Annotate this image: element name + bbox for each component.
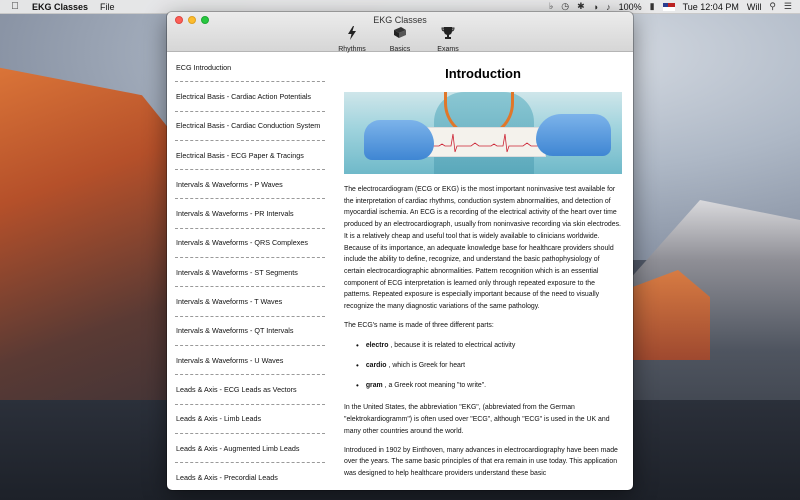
lesson-item[interactable]: Leads & Axis - Precordial Leads [175, 463, 325, 490]
lesson-item[interactable]: Intervals & Waveforms - P Waves [175, 170, 325, 199]
history-paragraph: Introduced in 1902 by Einthoven, many advances in electrocardiography have been made over the years. The same basic principles of that era remain in use today. This application was designed to help healthcare providers understand these basic [344, 446, 618, 477]
title-bar [167, 12, 633, 52]
clock[interactable]: Tue 12:04 PM [682, 1, 739, 12]
battery-icon[interactable]: ▮ [649, 1, 655, 11]
name-parts-intro: The ECG's name is made of three different parts: [344, 321, 494, 329]
intro-paragraph: The electrocardiogram (ECG or EKG) is the most important noninvasive test available for the interpretation of cardiac rhythms, conduction system abnormalities, and detection of myocardial ischemia. An ECG is a recording of the electrical activity of the heart over time produced by an electrocardiograph, usually from noninvasive recording via skin electrodes. It is a relatively cheap and useful tool that is widely available to clinicians worldwide. Because of its importance, an adequate knowledge base for healthcare providers should include the ability to define, recognize, and understand the basic pathophysiology of certain electrocardiographic abnormalities. Pattern recognition which is an essential component of ECG interpretation is learned only through repeated exposure to the patterns. Repeated exposure is especially important because of the need to visually recognize the many diagnostic variations of the same pathology. [344, 186, 621, 311]
lesson-item[interactable]: Intervals & Waveforms - U Waves [175, 346, 325, 375]
toolbar-rhythms-label: Rhythms [338, 46, 366, 53]
ekg-strip-photo [344, 92, 622, 174]
spotlight-search-icon[interactable]: ⚲ [769, 1, 776, 11]
window-content [167, 53, 633, 490]
books-icon [393, 26, 407, 45]
lesson-item[interactable]: Intervals & Waveforms - QT Intervals [175, 317, 325, 346]
notification-center-icon[interactable]: ☰ [783, 1, 792, 11]
lesson-item[interactable]: Leads & Axis - Limb Leads [175, 405, 325, 434]
toolbar-exams-label: Exams [437, 46, 459, 53]
trophy-icon [441, 26, 455, 45]
app-window [167, 12, 633, 490]
lesson-item[interactable]: Leads & Axis - ECG Leads as Vectors [175, 375, 325, 404]
toolbar [167, 26, 633, 53]
lesson-item[interactable]: Electrical Basis - Cardiac Action Potentials [175, 82, 325, 111]
apple-menu-icon[interactable] [8, 1, 22, 12]
lesson-item[interactable]: Intervals & Waveforms - T Waves [175, 287, 325, 316]
name-parts-list [344, 335, 622, 395]
wifi-icon[interactable]: ◑ [592, 1, 599, 12]
page-title: Introduction [445, 66, 521, 81]
user-name[interactable]: Will [746, 1, 762, 12]
abbreviation-paragraph: In the United States, the abbreviation "EKG", (abbreviated from the German "elektrokardiogramm") is often used over "ECG", although "ECG" is used in the UK and many other countries around the world. [344, 404, 610, 435]
toolbar-exams-button[interactable] [431, 26, 465, 53]
lesson-item[interactable]: Intervals & Waveforms - QRS Complexes [175, 229, 325, 258]
lesson-item[interactable]: Intervals & Waveforms - ST Segments [175, 258, 325, 287]
lesson-content[interactable] [333, 53, 633, 490]
lesson-item[interactable]: Leads & Axis - Augmented Limb Leads [175, 434, 325, 463]
lesson-list [167, 53, 333, 490]
list-item: • cardio , which is Greek for heart [356, 360, 466, 370]
notification-bell-icon[interactable]: ♭ [549, 1, 554, 11]
file-menu[interactable]: File [100, 1, 115, 12]
toolbar-basics-button[interactable] [383, 26, 417, 53]
lesson-item[interactable]: Electrical Basis - Cardiac Conduction System [175, 112, 325, 141]
window-title: EKG Classes [373, 15, 427, 25]
list-item: • gram , a Greek root meaning "to write". [356, 380, 487, 390]
toolbar-rhythms-button[interactable] [335, 26, 369, 53]
volume-icon[interactable]: ♪ [606, 1, 611, 12]
lesson-item[interactable]: Electrical Basis - ECG Paper & Tracings [175, 141, 325, 170]
app-menu[interactable]: EKG Classes [32, 1, 89, 12]
input-source-flag-icon[interactable] [663, 3, 675, 11]
bluetooth-icon[interactable]: ✱ [577, 1, 585, 11]
toolbar-basics-label: Basics [389, 46, 411, 53]
lesson-item[interactable]: Intervals & Waveforms - PR Intervals [175, 199, 325, 228]
lightning-icon [345, 26, 359, 45]
time-machine-icon[interactable]: ◷ [561, 1, 570, 11]
lesson-item[interactable]: ECG Introduction [175, 53, 325, 82]
battery-percentage: 100% [618, 1, 642, 12]
list-item: • electro , because it is related to electrical activity [356, 340, 516, 350]
